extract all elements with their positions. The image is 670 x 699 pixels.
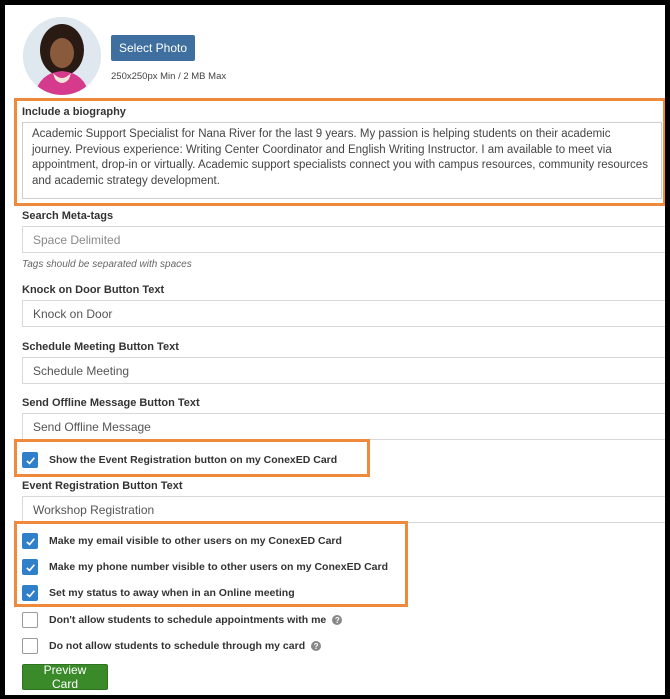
option-no-appointments-row[interactable] (22, 611, 342, 629)
checkmark-icon (25, 588, 36, 599)
away-status-label: Set my status to away when in an Online meeting (49, 587, 295, 599)
email-visible-label: Make my email visible to other users on my ConexED Card (49, 535, 342, 547)
email-visible-checkbox[interactable] (22, 533, 38, 549)
option-email-row[interactable] (22, 532, 342, 550)
no-appointments-label: Don't allow students to schedule appointments with me (49, 614, 327, 626)
help-icon[interactable]: ? (332, 615, 342, 625)
no-appointments-checkbox[interactable] (22, 612, 38, 628)
no-card-scheduling-checkbox[interactable] (22, 638, 38, 654)
event-registration-toggle-row[interactable] (22, 451, 337, 469)
biography-label: Include a biography (22, 106, 126, 118)
schedule-text-input[interactable]: Schedule Meeting (22, 357, 665, 384)
knock-text-input[interactable]: Knock on Door (22, 300, 665, 327)
checkmark-icon (25, 536, 36, 547)
event-text-input[interactable]: Workshop Registration (22, 496, 665, 523)
schedule-label: Schedule Meeting Button Text (22, 341, 179, 353)
select-photo-button[interactable]: Select Photo (111, 35, 195, 61)
avatar (23, 17, 101, 95)
help-icon[interactable]: ? (311, 641, 321, 651)
preview-card-button[interactable]: Preview Card (22, 664, 108, 690)
knock-label: Knock on Door Button Text (22, 284, 165, 296)
offline-text-input[interactable]: Send Offline Message (22, 413, 665, 440)
phone-visible-checkbox[interactable] (22, 559, 38, 575)
option-phone-row[interactable] (22, 558, 388, 576)
checkmark-icon (25, 455, 36, 466)
photo-size-hint: 250x250px Min / 2 MB Max (111, 71, 227, 82)
option-no-card-scheduling-row[interactable] (22, 637, 321, 655)
away-status-checkbox[interactable] (22, 585, 38, 601)
offline-label: Send Offline Message Button Text (22, 397, 200, 409)
event-registration-checkbox[interactable] (22, 452, 38, 468)
meta-tags-label: Search Meta-tags (22, 210, 114, 222)
checkmark-icon (25, 562, 36, 573)
event-registration-checkbox-label: Show the Event Registration button on my ConexED Card (49, 454, 338, 466)
meta-tags-hint: Tags should be separated with spaces (22, 259, 192, 270)
meta-tags-input[interactable]: Space Delimited (22, 226, 665, 253)
profile-settings-panel (5, 5, 665, 695)
no-card-scheduling-label: Do not allow students to schedule through my card (49, 640, 306, 652)
biography-textarea[interactable]: Academic Support Specialist for Nana River for the last 9 years. My passion is helping students on their academic journey. Previous experience: Writing Center Coordinator and English Writing Instructor. I am available to meet via appointment, drop-in or virtually. Academic support specialists connect you with campus resources, community resources and academic strategy development. (22, 122, 662, 199)
phone-visible-label: Make my phone number visible to other users on my ConexED Card (49, 561, 388, 573)
event-text-label: Event Registration Button Text (22, 480, 183, 492)
avatar-portrait-icon (23, 17, 101, 95)
option-away-row[interactable] (22, 584, 295, 602)
